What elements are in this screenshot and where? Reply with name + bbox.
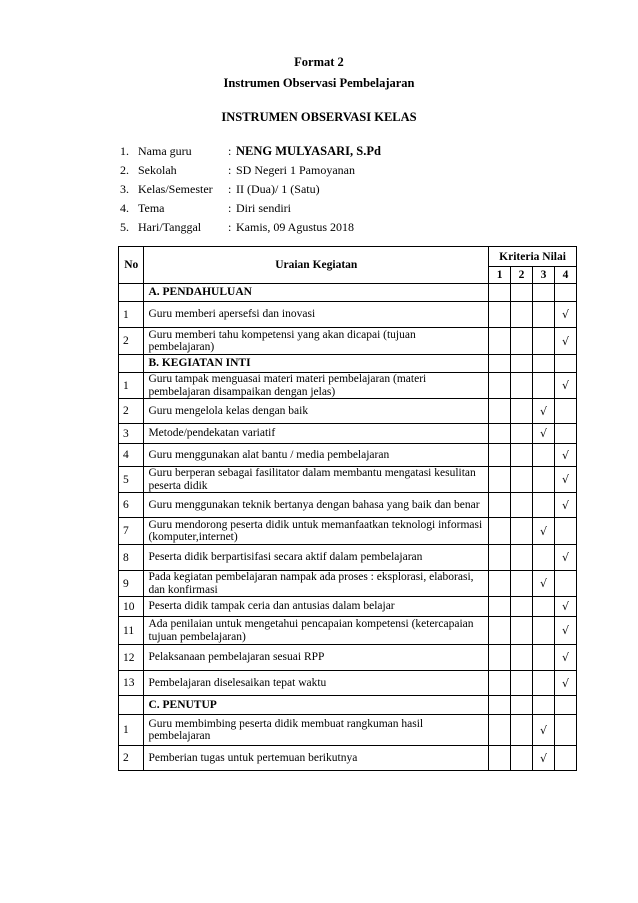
info-value: II (Dua)/ 1 (Satu) — [236, 182, 320, 196]
score-cell-2 — [511, 424, 533, 444]
score-cell-4 — [555, 715, 577, 746]
score-cell-2 — [511, 399, 533, 424]
info-separator: : — [228, 182, 232, 196]
info-number: 4. — [120, 201, 129, 215]
score-header-1: 1 — [489, 267, 511, 284]
checkmark-icon: √ — [561, 498, 569, 512]
info-number: 1. — [120, 144, 129, 158]
row-number: 2 — [119, 746, 144, 771]
section-no — [119, 355, 144, 373]
score-cell-3 — [533, 328, 555, 355]
row-number: 4 — [119, 444, 144, 467]
info-label: Sekolah — [138, 163, 177, 177]
info-row — [120, 218, 381, 237]
score-cell-4 — [555, 444, 577, 467]
info-row — [120, 180, 381, 199]
activity-description: Guru menggunakan alat bantu / media pembelajaran — [144, 444, 489, 467]
table-row — [119, 571, 577, 597]
table-row — [119, 645, 577, 671]
activity-description: Metode/pendekatan variatif — [144, 424, 489, 444]
checkmark-icon: √ — [561, 308, 569, 321]
score-cell-3 — [533, 746, 555, 771]
info-value: Kamis, 09 Agustus 2018 — [236, 220, 355, 234]
row-number: 10 — [119, 597, 144, 617]
score-cell — [533, 696, 555, 715]
section-no — [119, 696, 144, 715]
section-row — [119, 355, 577, 373]
info-label: Kelas/Semester — [138, 182, 213, 196]
activity-description: Guru mengelola kelas dengan baik — [144, 399, 489, 424]
score-cell-3 — [533, 545, 555, 571]
score-cell-2 — [511, 444, 533, 467]
row-number: 1 — [119, 302, 144, 328]
checkmark-icon: √ — [561, 676, 569, 690]
checkmark-icon: √ — [561, 473, 569, 486]
activity-description: Peserta didik berpartisifasi secara aktif dalam pembelajaran — [144, 545, 489, 571]
score-cell-3 — [533, 645, 555, 671]
checkmark-icon: √ — [540, 577, 548, 590]
col-header-no: No — [119, 247, 144, 284]
activity-description: Guru memberi apersefsi dan inovasi — [144, 302, 489, 328]
score-cell-1 — [489, 399, 511, 424]
score-cell — [555, 696, 577, 715]
score-cell-4 — [555, 671, 577, 696]
checkmark-icon: √ — [561, 600, 569, 613]
row-number: 7 — [119, 518, 144, 545]
score-cell-1 — [489, 645, 511, 671]
score-cell — [489, 696, 511, 715]
checkmark-icon: √ — [540, 524, 548, 538]
score-cell-1 — [489, 328, 511, 355]
score-cell-4 — [555, 518, 577, 545]
score-cell-4 — [555, 467, 577, 493]
score-cell-2 — [511, 597, 533, 617]
checkmark-icon: √ — [540, 723, 548, 737]
section-row — [119, 284, 577, 302]
checkmark-icon: √ — [540, 751, 548, 765]
score-cell-2 — [511, 518, 533, 545]
score-cell-1 — [489, 671, 511, 696]
score-cell-4 — [555, 571, 577, 597]
score-cell-4 — [555, 493, 577, 518]
instrument-title: Instrumen Observasi Pembelajaran — [223, 76, 415, 90]
activity-description: Peserta didik tampak ceria dan antusias dalam belajar — [144, 597, 489, 617]
score-cell-4 — [555, 545, 577, 571]
score-cell-2 — [511, 302, 533, 328]
score-cell-1 — [489, 373, 511, 399]
score-cell-1 — [489, 617, 511, 645]
section-title: C. PENUTUP — [144, 696, 489, 715]
score-cell — [511, 284, 533, 302]
score-header-4: 4 — [555, 267, 577, 284]
info-value: SD Negeri 1 Pamoyanan — [236, 163, 355, 177]
score-cell-4 — [555, 746, 577, 771]
col-header-description: Uraian Kegiatan — [144, 247, 489, 284]
score-cell-3 — [533, 493, 555, 518]
observation-table — [118, 246, 577, 771]
table-row — [119, 671, 577, 696]
score-cell-3 — [533, 597, 555, 617]
score-cell-4 — [555, 328, 577, 355]
info-value: Diri sendiri — [236, 201, 291, 215]
table-row — [119, 617, 577, 645]
score-cell-2 — [511, 746, 533, 771]
info-number: 2. — [120, 163, 129, 177]
info-separator: : — [228, 163, 232, 177]
score-cell-1 — [489, 302, 511, 328]
row-number: 11 — [119, 617, 144, 645]
info-separator: : — [228, 144, 232, 158]
table-row — [119, 715, 577, 746]
row-number: 2 — [119, 399, 144, 424]
score-cell-3 — [533, 302, 555, 328]
score-cell — [533, 355, 555, 373]
score-header-3: 3 — [533, 267, 555, 284]
info-separator: : — [228, 220, 232, 234]
score-cell-2 — [511, 617, 533, 645]
activity-description: Pada kegiatan pembelajaran nampak ada proses : eksplorasi, elaborasi, dan konfirmasi — [144, 571, 489, 597]
section-row — [119, 696, 577, 715]
row-number: 3 — [119, 424, 144, 444]
activity-description: Guru mendorong peserta didik untuk memanfaatkan teknologi informasi (komputer,internet) — [144, 518, 489, 545]
score-cell-4 — [555, 424, 577, 444]
row-number: 5 — [119, 467, 144, 493]
table-row — [119, 597, 577, 617]
col-header-criteria: Kriteria Nilai — [489, 247, 577, 267]
row-number: 1 — [119, 373, 144, 399]
checkmark-icon: √ — [561, 651, 569, 664]
info-number: 3. — [120, 182, 129, 196]
info-row — [120, 142, 381, 161]
row-number: 12 — [119, 645, 144, 671]
row-number: 2 — [119, 328, 144, 355]
section-title: B. KEGIATAN INTI — [144, 355, 489, 373]
score-cell-2 — [511, 571, 533, 597]
score-cell-3 — [533, 715, 555, 746]
checkmark-icon: √ — [561, 334, 569, 348]
score-cell-2 — [511, 493, 533, 518]
document-title: INSTRUMEN OBSERVASI KELAS — [221, 110, 417, 124]
info-row — [120, 161, 381, 180]
row-number: 13 — [119, 671, 144, 696]
table-row — [119, 545, 577, 571]
score-cell-3 — [533, 373, 555, 399]
table-row — [119, 399, 577, 424]
score-cell-2 — [511, 467, 533, 493]
score-cell-3 — [533, 571, 555, 597]
table-row — [119, 328, 577, 355]
info-label: Nama guru — [138, 144, 192, 158]
checkmark-icon: √ — [561, 379, 569, 392]
score-cell — [555, 284, 577, 302]
score-cell-1 — [489, 597, 511, 617]
score-cell-1 — [489, 467, 511, 493]
info-separator: : — [228, 201, 232, 215]
score-cell-3 — [533, 617, 555, 645]
table-row — [119, 467, 577, 493]
score-cell-4 — [555, 645, 577, 671]
score-cell-3 — [533, 467, 555, 493]
score-cell — [555, 355, 577, 373]
activity-description: Guru memberi tahu kompetensi yang akan dicapai (tujuan pembelajaran) — [144, 328, 489, 355]
score-cell-3 — [533, 518, 555, 545]
score-cell-3 — [533, 424, 555, 444]
score-cell — [489, 355, 511, 373]
score-cell-2 — [511, 715, 533, 746]
identity-block — [120, 142, 381, 237]
info-value: NENG MULYASARI, S.Pd — [236, 144, 381, 158]
checkmark-icon: √ — [540, 427, 548, 440]
checkmark-icon: √ — [540, 404, 548, 418]
row-number: 6 — [119, 493, 144, 518]
info-row — [120, 199, 381, 218]
score-cell-4 — [555, 597, 577, 617]
format-label: Format 2 — [294, 55, 344, 69]
score-cell-4 — [555, 373, 577, 399]
info-label: Hari/Tanggal — [138, 220, 202, 234]
row-number: 8 — [119, 545, 144, 571]
table-row — [119, 444, 577, 467]
score-cell-1 — [489, 518, 511, 545]
score-cell-1 — [489, 715, 511, 746]
score-cell-1 — [489, 444, 511, 467]
score-cell — [533, 284, 555, 302]
checkmark-icon: √ — [561, 551, 569, 564]
score-cell-2 — [511, 545, 533, 571]
table-row — [119, 493, 577, 518]
section-no — [119, 284, 144, 302]
score-cell-4 — [555, 302, 577, 328]
table-row — [119, 518, 577, 545]
score-cell-2 — [511, 328, 533, 355]
score-cell-2 — [511, 671, 533, 696]
score-cell-3 — [533, 671, 555, 696]
table-row — [119, 302, 577, 328]
score-cell-2 — [511, 645, 533, 671]
table-row — [119, 746, 577, 771]
activity-description: Pelaksanaan pembelajaran sesuai RPP — [144, 645, 489, 671]
score-cell-1 — [489, 545, 511, 571]
activity-description: Guru menggunakan teknik bertanya dengan bahasa yang baik dan benar — [144, 493, 489, 518]
row-number: 9 — [119, 571, 144, 597]
score-cell-3 — [533, 444, 555, 467]
activity-description: Guru tampak menguasai materi materi pembelajaran (materi pembelajaran disampaikan dengan jelas) — [144, 373, 489, 399]
score-cell — [511, 696, 533, 715]
section-title: A. PENDAHULUAN — [144, 284, 489, 302]
score-cell-1 — [489, 571, 511, 597]
score-cell-1 — [489, 746, 511, 771]
activity-description: Ada penilaian untuk mengetahui pencapaian kompetensi (ketercapaian tujuan pembelajaran) — [144, 617, 489, 645]
activity-description: Pemberian tugas untuk pertemuan berikutnya — [144, 746, 489, 771]
score-header-2: 2 — [511, 267, 533, 284]
score-cell — [489, 284, 511, 302]
activity-description: Pembelajaran diselesaikan tepat waktu — [144, 671, 489, 696]
activity-description: Guru berperan sebagai fasilitator dalam membantu mengatasi kesulitan peserta didik — [144, 467, 489, 493]
score-cell-4 — [555, 617, 577, 645]
score-cell-2 — [511, 373, 533, 399]
score-cell-1 — [489, 493, 511, 518]
row-number: 1 — [119, 715, 144, 746]
info-number: 5. — [120, 220, 129, 234]
table-row — [119, 373, 577, 399]
score-cell-1 — [489, 424, 511, 444]
info-label: Tema — [138, 201, 165, 215]
checkmark-icon: √ — [561, 448, 569, 462]
table-row — [119, 424, 577, 444]
score-cell-4 — [555, 399, 577, 424]
score-cell-3 — [533, 399, 555, 424]
score-cell — [511, 355, 533, 373]
activity-description: Guru membimbing peserta didik membuat rangkuman hasil pembelajaran — [144, 715, 489, 746]
checkmark-icon: √ — [561, 624, 569, 637]
